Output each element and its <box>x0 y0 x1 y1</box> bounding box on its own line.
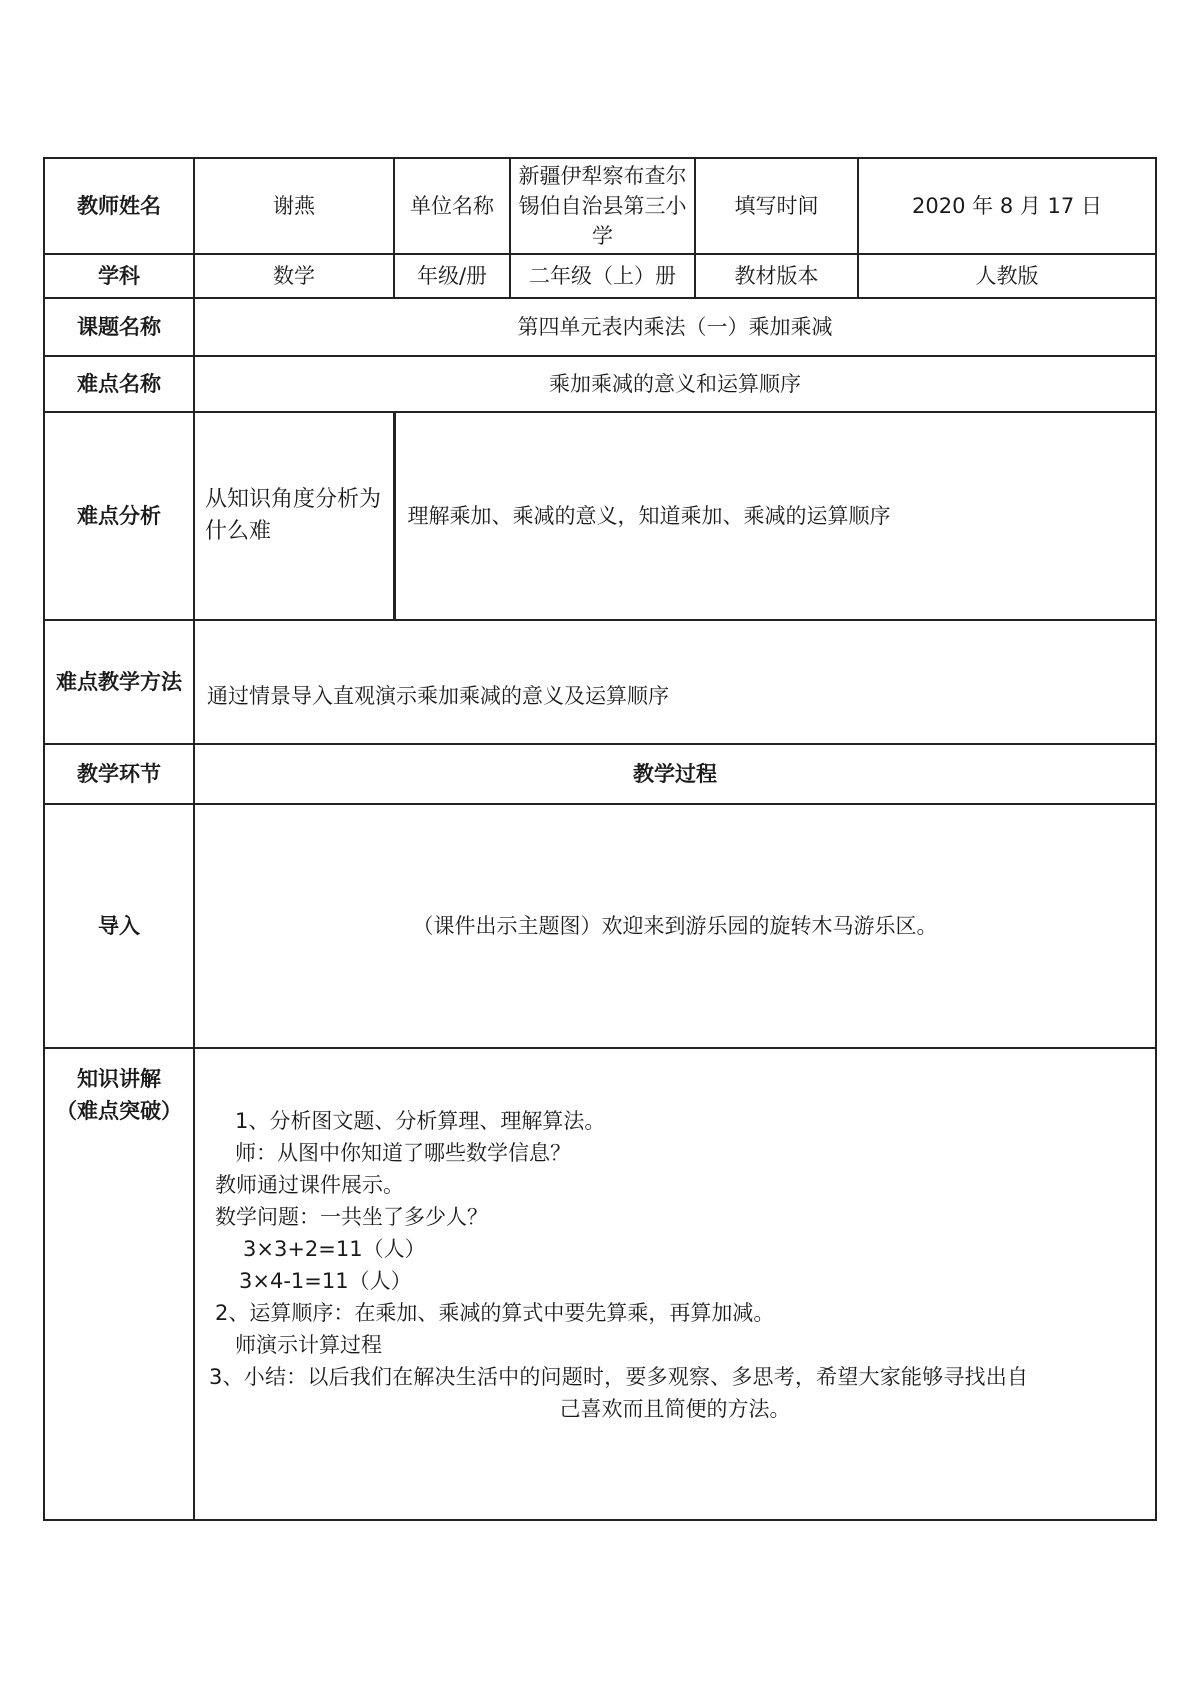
knowledge-line: 3、小结：以后我们在解决生活中的问题时，要多观察、多思考，希望大家能够寻找出自 <box>209 1365 1029 1389</box>
header-row <box>44 158 1156 254</box>
subject-value: 数学 <box>194 254 394 298</box>
subject-label: 学科 <box>44 254 194 298</box>
method-value: 通过情景导入直观演示乘加乘减的意义及运算顺序 <box>194 620 1156 744</box>
unit-label: 单位名称 <box>394 158 510 254</box>
fill-date-label: 填写时间 <box>695 158 858 254</box>
knowledge-body <box>194 1048 1156 1520</box>
unit-value: 新疆伊犁察布查尔锡伯自治县第三小学 <box>510 158 695 254</box>
intro-row <box>44 804 1156 1048</box>
lesson-plan-table <box>43 157 1157 1521</box>
knowledge-label-line1: 知识讲解 <box>77 1067 161 1091</box>
difficulty-row <box>44 356 1156 412</box>
topic-row <box>44 298 1156 356</box>
teacher-name-value: 谢燕 <box>194 158 394 254</box>
analysis-value: 理解乘加、乘减的意义，知道乘加、乘减的运算顺序 <box>394 412 1156 620</box>
teacher-name-label: 教师姓名 <box>44 158 194 254</box>
difficulty-value: 乘加乘减的意义和运算顺序 <box>194 356 1156 412</box>
intro-value: （课件出示主题图）欢迎来到游乐园的旋转木马游乐区。 <box>194 804 1156 1048</box>
knowledge-line: 教师通过课件展示。 <box>215 1173 404 1197</box>
knowledge-line: 1、分析图文题、分析算理、理解算法。 <box>235 1109 606 1133</box>
knowledge-line: 数学问题：一共坐了多少人？ <box>215 1205 488 1229</box>
fill-date-value: 2020 年 8 月 17 日 <box>858 158 1156 254</box>
knowledge-row <box>44 1048 1156 1520</box>
grade-label: 年级/册 <box>394 254 510 298</box>
edition-value: 人教版 <box>858 254 1156 298</box>
analysis-sub-label: 从知识角度分析为什么难 <box>194 412 394 620</box>
topic-value: 第四单元表内乘法（一）乘加乘减 <box>194 298 1156 356</box>
grade-value: 二年级（上）册 <box>510 254 695 298</box>
intro-label: 导入 <box>44 804 194 1048</box>
knowledge-line: 师演示计算过程 <box>235 1333 382 1357</box>
topic-label: 课题名称 <box>44 298 194 356</box>
process-title: 教学过程 <box>194 744 1156 804</box>
method-label: 难点教学方法 <box>44 620 194 744</box>
process-stage-label: 教学环节 <box>44 744 194 804</box>
knowledge-line: 2、运算顺序：在乘加、乘减的算式中要先算乘，再算加减。 <box>215 1301 775 1325</box>
knowledge-line: 3×4-1=11（人） <box>239 1269 412 1293</box>
knowledge-label-line2: （难点突破） <box>56 1099 182 1123</box>
process-header-row <box>44 744 1156 804</box>
difficulty-label: 难点名称 <box>44 356 194 412</box>
knowledge-label <box>44 1048 194 1520</box>
knowledge-line: 师：从图中你知道了哪些数学信息？ <box>235 1141 571 1165</box>
subject-row <box>44 254 1156 298</box>
knowledge-line: 3×3+2=11（人） <box>243 1237 426 1261</box>
analysis-label: 难点分析 <box>44 412 194 620</box>
analysis-row <box>44 412 1156 620</box>
method-row <box>44 620 1156 744</box>
edition-label: 教材版本 <box>695 254 858 298</box>
knowledge-line: 己喜欢而且简便的方法。 <box>559 1397 791 1421</box>
